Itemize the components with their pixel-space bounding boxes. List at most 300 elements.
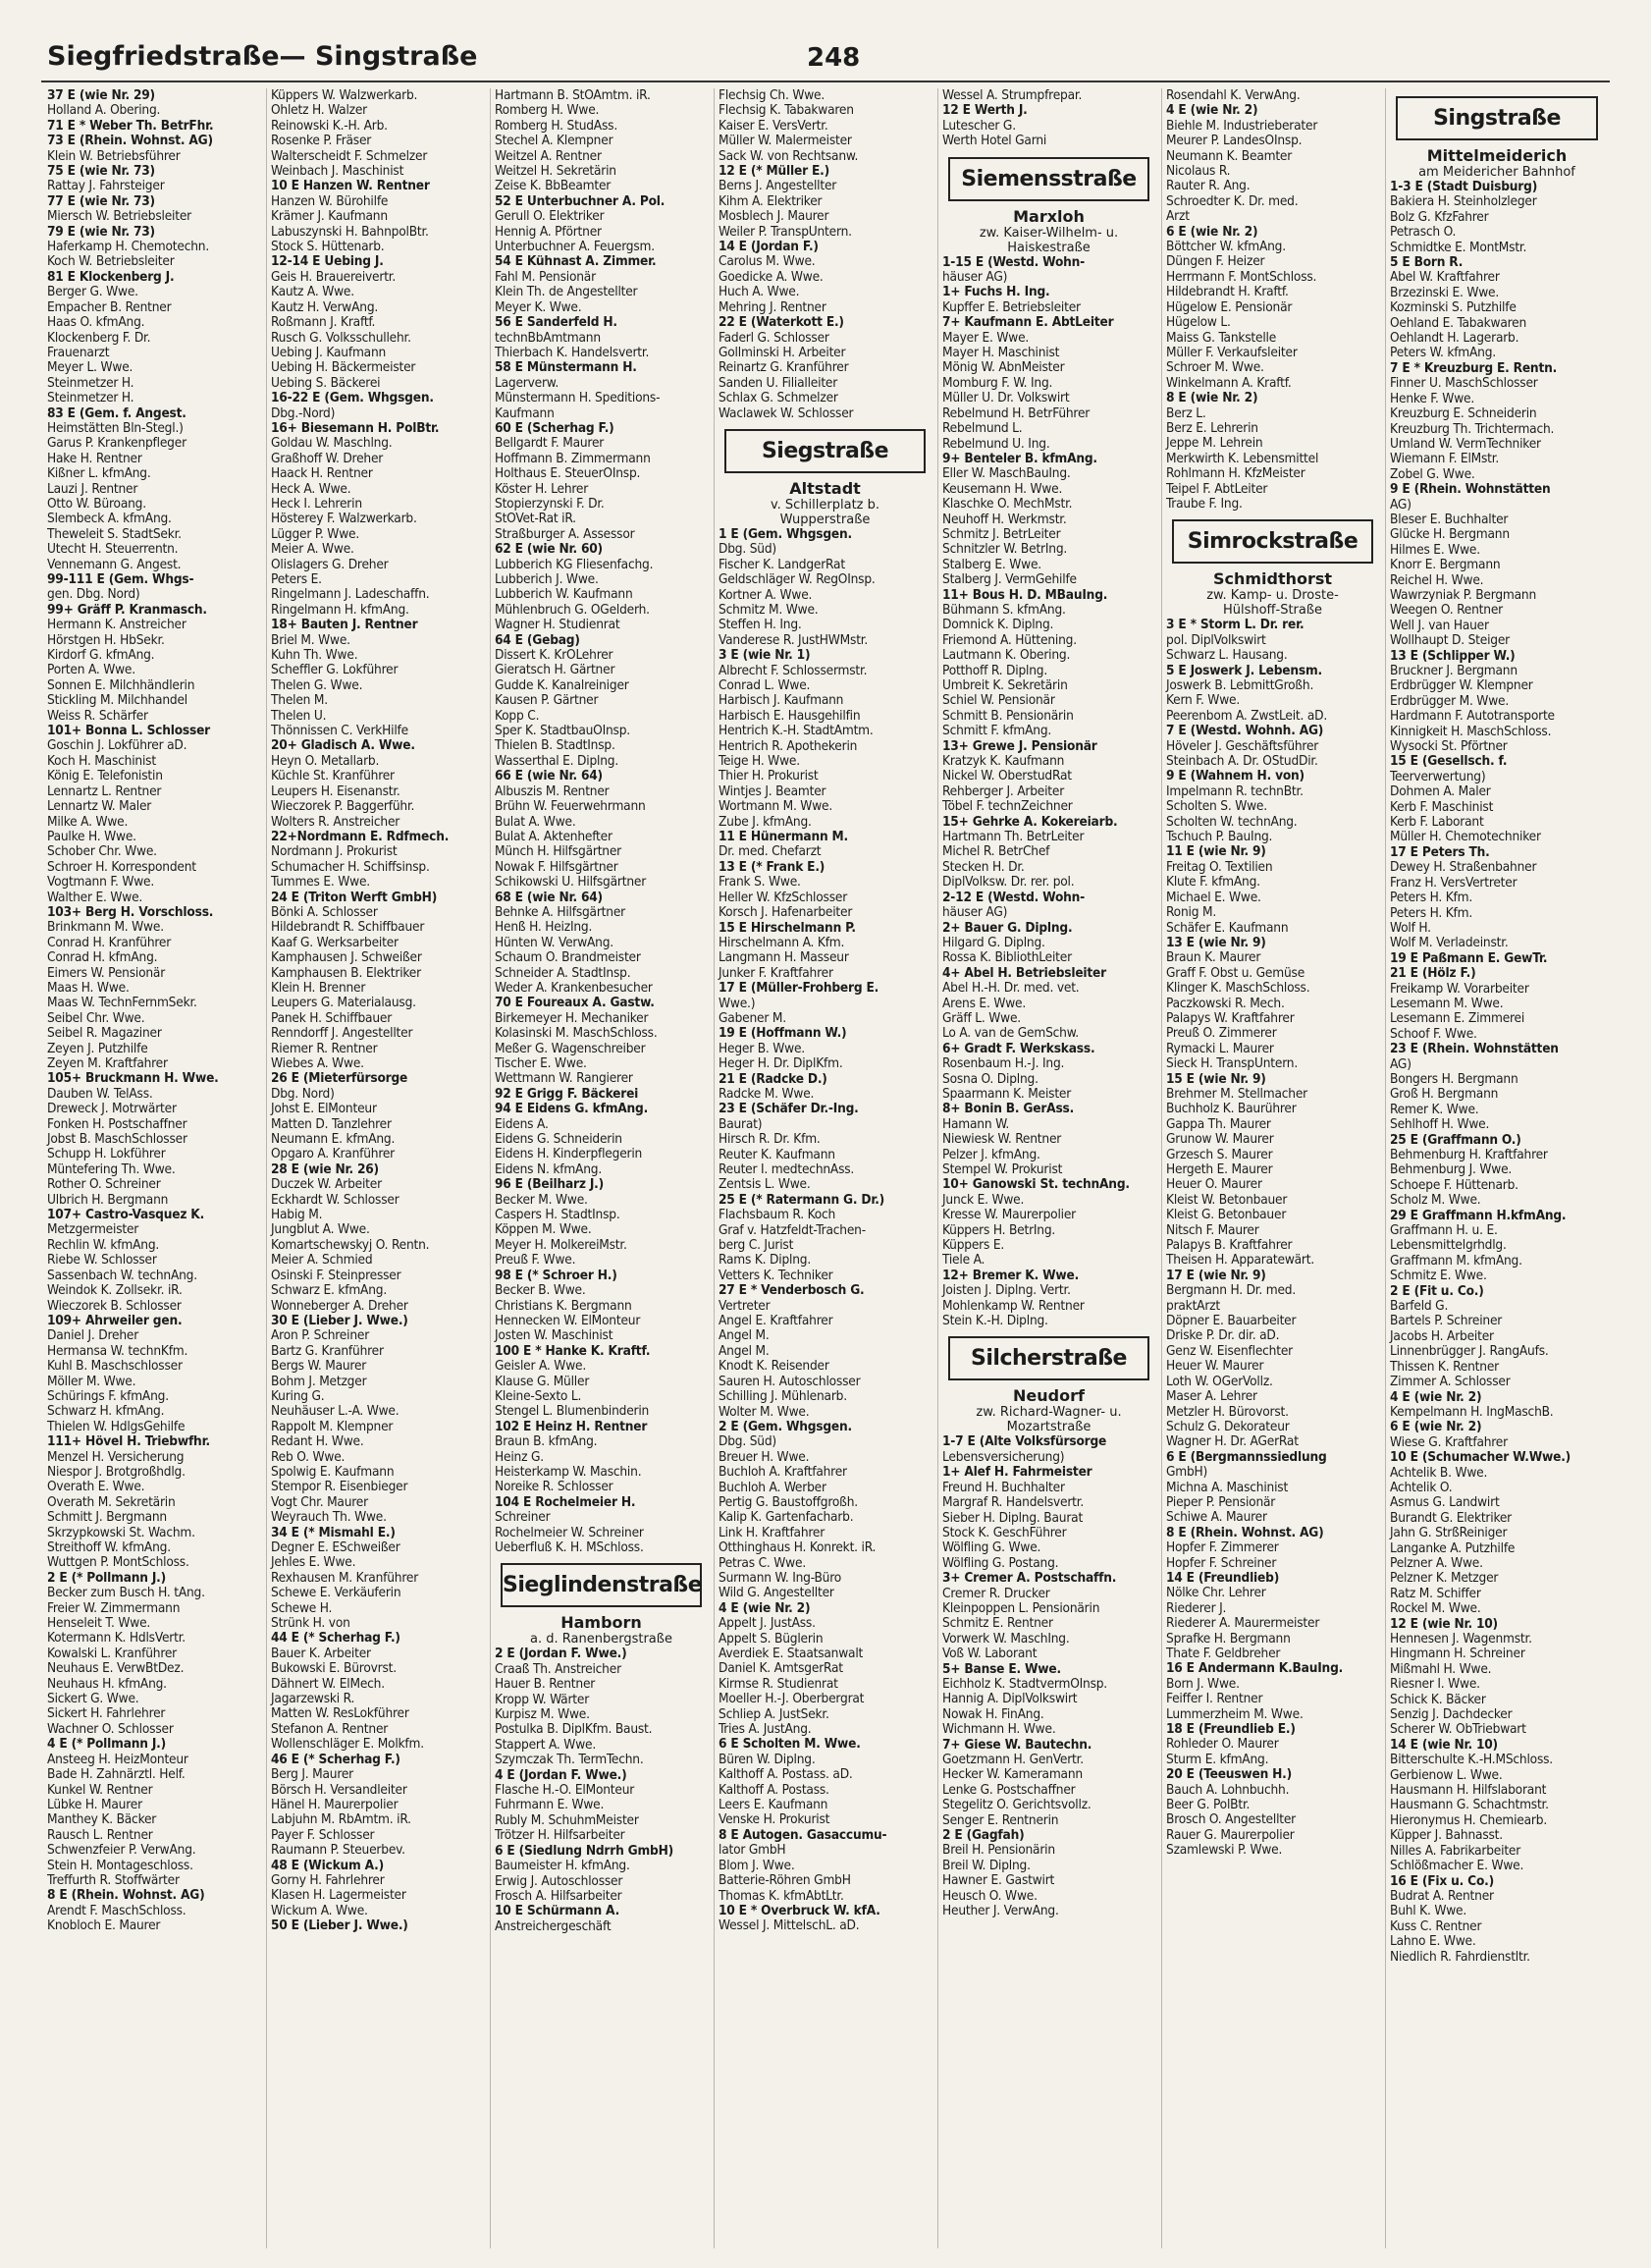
directory-entry: Averdiek E. Staatsanwalt — [719, 1646, 864, 1661]
directory-entry: Rebelmund H. BetrFührer — [942, 405, 1091, 421]
directory-entry: Otto W. Büroang. — [47, 495, 146, 512]
directory-entry: Buchloh A. Werber — [719, 1479, 826, 1495]
directory-entry: Weiler P. TranspUntern. — [719, 223, 852, 240]
directory-entry: Vorwerk W. MaschIng. — [942, 1630, 1070, 1647]
directory-entry: Thomas K. kfmAbtLtr. — [719, 1887, 844, 1904]
directory-entry: 8 E (wie Nr. 2) — [1166, 390, 1258, 406]
directory-entry: 7+ Giese W. Bautechn. — [942, 1736, 1092, 1753]
directory-entry: Freier W. Zimmermann — [47, 1599, 181, 1616]
directory-entry: Vertreter — [719, 1297, 771, 1314]
directory-entry: Maiss G. Tankstelle — [1166, 329, 1277, 346]
directory-entry: Bulat A. Aktenhefter — [495, 828, 612, 844]
directory-entry: Hermansa W. technKfm. — [47, 1342, 188, 1359]
directory-entry: 3+ Cremer A. Postschaffn. — [942, 1570, 1117, 1587]
directory-entry: Eidens N. kfmAng. — [495, 1161, 603, 1177]
directory-entry: Hopfer F. Schreiner — [1166, 1554, 1277, 1571]
directory-entry: Hünten W. VerwAng. — [495, 934, 613, 950]
street-heading: Siemensstraße — [948, 157, 1149, 201]
directory-entry: Daniel J. Dreher — [47, 1327, 139, 1344]
directory-entry: Börsch H. Versandleiter — [271, 1781, 407, 1798]
directory-entry: Haack H. Rentner — [271, 465, 373, 482]
directory-entry: Riederer J. — [1166, 1599, 1227, 1616]
directory-entry: 6+ Gradt F. Werkskass. — [942, 1040, 1095, 1056]
directory-entry: Schroer H. Korrespondent — [47, 858, 196, 875]
directory-entry: gen. Dbg. Nord) — [47, 586, 140, 603]
directory-entry: Surmann W. Ing-Büro — [719, 1569, 842, 1586]
directory-entry: Stein H. Montageschloss. — [47, 1857, 193, 1873]
directory-entry: Tries A. JustAng. — [719, 1721, 812, 1738]
directory-entry: Breil H. Pensionärin — [942, 1842, 1055, 1859]
directory-entry: 1+ Alef H. Fahrmeister — [942, 1464, 1092, 1481]
street-location: am Meidericher Bahnhof — [1418, 165, 1575, 180]
directory-entry: 25 E (* Ratermann G. Dr.) — [719, 1191, 885, 1208]
directory-entry: Goedicke A. Wwe. — [719, 268, 824, 285]
directory-entry: 104 E Rochelmeier H. — [495, 1493, 636, 1510]
directory-entry: Reuter K. Kaufmann — [719, 1146, 835, 1162]
directory-entry: Junker F. Kraftfahrer — [719, 964, 833, 981]
directory-entry: 14 E (wie Nr. 10) — [1390, 1736, 1498, 1753]
street-heading: Singstraße — [1396, 96, 1598, 140]
directory-entry: 10 E (Schumacher W.Wwe.) — [1390, 1449, 1571, 1466]
directory-entry: AG) — [1390, 1055, 1411, 1072]
directory-entry: Vanderese R. JustHWMstr. — [719, 631, 869, 648]
directory-entry: 20+ Gladisch A. Wwe. — [271, 737, 415, 754]
directory-entry: Jagarzewski R. — [271, 1691, 355, 1707]
directory-entry: Dohmen A. Maler — [1390, 783, 1491, 800]
directory-entry: Hanzen W. Bürohilfe — [271, 192, 389, 209]
directory-entry: Wieczorek B. Schlosser — [47, 1297, 182, 1314]
directory-entry: StOVet-Rat iR. — [495, 511, 576, 527]
directory-entry: Rohleder O. Maurer — [1166, 1736, 1279, 1753]
directory-entry: Möller M. Wwe. — [47, 1373, 136, 1389]
directory-entry: 17 E (Müller-Frohberg E. — [719, 980, 879, 997]
directory-entry: Kamphausen J. Schweißer — [271, 949, 422, 966]
directory-entry: 2 E (Fit u. Co.) — [1390, 1282, 1484, 1299]
directory-entry: Meyer L. Wwe. — [47, 359, 133, 376]
directory-entry: 4 E (wie Nr. 2) — [1166, 102, 1258, 119]
directory-entry: Müller H. Chemotechniker — [1390, 829, 1541, 845]
directory-entry: Meier A. Wwe. — [271, 541, 354, 558]
directory-entry: Lummerzheim M. Wwe. — [1166, 1705, 1304, 1722]
directory-entry: Sauren H. Autoschlosser — [719, 1373, 861, 1389]
street-heading: Sieglindenstraße — [501, 1563, 702, 1607]
directory-entry: 25 E (Graffmann O.) — [1390, 1131, 1521, 1148]
directory-entry: 7 E (Westd. Wohnh. AG) — [1166, 723, 1324, 739]
directory-entry: Kinnigkeit H. MaschSchloss. — [1390, 723, 1552, 739]
directory-entry: Weitzel A. Rentner — [495, 147, 602, 164]
directory-entry: 98 E (* Schroer H.) — [495, 1267, 617, 1283]
directory-entry: 99+ Gräff P. Kranmasch. — [47, 601, 207, 618]
street-location: zw. Richard-Wagner- u. — [976, 1405, 1122, 1421]
directory-entry: Thelen U. — [271, 707, 327, 724]
directory-entry: Leupers G. Materialausg. — [271, 995, 416, 1011]
directory-entry: 9+ Benteler B. kfmAng. — [942, 450, 1097, 466]
directory-entry: 70 E Foureaux A. Gastw. — [495, 995, 655, 1011]
directory-entry: Sper K. StadtbauOInsp. — [495, 723, 630, 739]
directory-entry: Weegen O. Rentner — [1390, 602, 1503, 619]
directory-entry: Albrecht F. Schlossermstr. — [719, 662, 868, 678]
directory-entry: 13 E (wie Nr. 9) — [1166, 934, 1266, 950]
directory-entry: Hausmann H. Hilfslaborant — [1390, 1782, 1547, 1799]
directory-entry: Knorr E. Bergmann — [1390, 557, 1501, 573]
directory-entry: Stempel W. Prokurist — [942, 1161, 1063, 1177]
directory-entry: 68 E (wie Nr. 64) — [495, 889, 603, 905]
directory-entry: Steffen H. Ing. — [719, 617, 802, 633]
directory-entry: Gieratsch H. Gärtner — [495, 662, 615, 678]
directory-entry: Kurpisz M. Wwe. — [495, 1706, 590, 1723]
directory-entry: Komartschewskyj O. Rentn. — [271, 1236, 430, 1253]
directory-entry: Domnick K. Diplng. — [942, 617, 1054, 633]
directory-entry: 3 E (wie Nr. 1) — [719, 647, 811, 664]
page-title: Siegfriedstraße— Singstraße — [47, 41, 478, 72]
directory-entry: Wichmann H. Wwe. — [942, 1721, 1056, 1738]
directory-entry: Erdbrügger W. Klempner — [1390, 677, 1533, 694]
directory-entry: 105+ Bruckmann H. Wwe. — [47, 1070, 219, 1087]
district-name: Altstadt — [789, 478, 861, 498]
directory-entry: 23 E (Schäfer Dr.-Ing. — [719, 1101, 859, 1117]
directory-entry: Meyer H. MolkereiMstr. — [495, 1236, 627, 1253]
directory-entry: 15 E (Gesellsch. f. — [1390, 753, 1508, 770]
directory-entry: Baumeister H. kfmAng. — [495, 1858, 630, 1874]
directory-entry: 96 E (Beilharz J.) — [495, 1176, 605, 1193]
directory-entry: Born J. Wwe. — [1166, 1675, 1240, 1692]
directory-entry: Vogtmann F. Wwe. — [47, 874, 155, 891]
directory-entry: Birkemeyer H. Mechaniker — [495, 1009, 649, 1026]
directory-entry: Berns J. Angestellter — [719, 178, 837, 194]
directory-entry: Heger B. Wwe. — [719, 1040, 805, 1056]
directory-entry: Hügelow L. — [1166, 314, 1231, 331]
directory-entry: Vogt Chr. Maurer — [271, 1493, 368, 1510]
directory-entry: Szamlewski P. Wwe. — [1166, 1842, 1283, 1859]
directory-entry: Rexhausen M. Kranführer — [271, 1569, 419, 1586]
directory-entry: Tischer E. Wwe. — [495, 1055, 587, 1071]
directory-entry: Strünk H. von — [271, 1615, 350, 1632]
directory-entry: Achtelik O. — [1390, 1479, 1453, 1495]
directory-entry: Faderl G. Schlosser — [719, 329, 829, 346]
directory-entry: 10 E Hanzen W. Rentner — [271, 178, 430, 194]
directory-entry: Kupffer E. Betriebsleiter — [942, 298, 1081, 315]
directory-entry: Freund H. Buchhalter — [942, 1479, 1065, 1495]
directory-entry: Buchloh A. Kraftfahrer — [719, 1464, 847, 1481]
directory-entry: 2 E (Gagfah) — [942, 1827, 1025, 1844]
directory-entry: Braun B. kfmAng. — [495, 1433, 598, 1450]
directory-entry: Küppers H. BetrIng. — [942, 1221, 1056, 1238]
directory-entry: Niedlich R. Fahrdienstltr. — [1390, 1948, 1530, 1965]
directory-entry: Eidens G. Schneiderin — [495, 1131, 622, 1148]
directory-entry: Conrad L. Wwe. — [719, 677, 811, 693]
directory-entry: Weder A. Krankenbesucher — [495, 979, 653, 996]
directory-entry: Nölke Chr. Lehrer — [1166, 1585, 1266, 1601]
directory-entry: Hennesen J. Wagenmstr. — [1390, 1631, 1532, 1647]
directory-entry: Wild G. Angestellter — [719, 1585, 834, 1601]
directory-entry: Achtelik B. Wwe. — [1390, 1464, 1488, 1481]
directory-entry: Weindok K. Zollsekr. iR. — [47, 1282, 183, 1299]
directory-entry: Huch A. Wwe. — [719, 284, 800, 300]
directory-entry: Spaarmann K. Meister — [942, 1085, 1072, 1102]
directory-entry: Wawrzyniak P. Bergmann — [1390, 586, 1537, 603]
directory-entry: Ronig M. — [1166, 904, 1217, 921]
directory-entry: Neumann E. kfmAng. — [271, 1131, 396, 1148]
directory-entry: Tummes E. Wwe. — [271, 874, 370, 891]
directory-entry: 4 E (* Pollmann J.) — [47, 1736, 166, 1753]
directory-entry: 73 E (Rhein. Wohnst. AG) — [47, 133, 213, 149]
directory-entry: 12 E (* Müller E.) — [719, 163, 829, 180]
directory-entry: Conrad H. kfmAng. — [47, 949, 158, 966]
directory-entry: Oehlandt H. Lagerarb. — [1390, 330, 1519, 347]
directory-entry: Krämer J. Kaufmann — [271, 208, 388, 225]
directory-entry: Christians K. Bergmann — [495, 1297, 632, 1314]
directory-entry: Müntefering Th. Wwe. — [47, 1161, 176, 1177]
directory-entry: Lubberich J. Wwe. — [495, 571, 599, 587]
directory-entry: Stalberg E. Wwe. — [942, 556, 1041, 572]
directory-entry: Klein Th. de Angestellter — [495, 284, 638, 300]
directory-entry: Hergeth E. Maurer — [1166, 1161, 1273, 1177]
directory-entry: Kirdorf G. kfmAng. — [47, 647, 155, 664]
directory-entry: Kleinpoppen L. Pensionärin — [942, 1599, 1100, 1616]
directory-entry: Eidens H. Kinderpflegerin — [495, 1146, 643, 1162]
directory-entry: Hawner E. Gastwirt — [942, 1872, 1055, 1889]
directory-entry: Baurat) — [719, 1115, 763, 1132]
directory-entry: Matten D. Tanzlehrer — [271, 1115, 392, 1132]
directory-entry: Wolf H. — [1390, 919, 1431, 936]
directory-entry: Haferkamp H. Chemotechn. — [47, 239, 210, 255]
directory-entry: Kuring G. — [271, 1387, 325, 1404]
directory-entry: Senzig J. Dachdecker — [1390, 1706, 1513, 1723]
directory-entry: 27 E * Venderbosch G. — [719, 1282, 865, 1299]
directory-entry: Heuer W. Maurer — [1166, 1358, 1264, 1375]
directory-entry: Sickert H. Fahrlehrer — [47, 1705, 166, 1722]
directory-entry: Korsch J. Hafenarbeiter — [719, 904, 853, 921]
directory-entry: Reichel H. Wwe. — [1390, 571, 1484, 588]
directory-entry: Thönnissen C. VerkHilfe — [271, 723, 408, 739]
directory-entry: Kleine-Sexto L. — [495, 1387, 582, 1404]
directory-entry: Bergs W. Maurer — [271, 1358, 367, 1375]
directory-entry: Asmus G. Landwirt — [1390, 1494, 1500, 1511]
directory-entry: Feiffer I. Rentner — [1166, 1691, 1263, 1707]
directory-entry: Nowak H. FinAng. — [942, 1705, 1044, 1722]
directory-entry: Rosenke P. Fräser — [271, 133, 372, 149]
directory-entry: Brinkmann M. Wwe. — [47, 919, 164, 936]
directory-entry: Kozminski S. Putzhilfe — [1390, 299, 1517, 316]
directory-entry: Hörstgen H. HbSekr. — [47, 631, 165, 648]
directory-entry: Bitterschulte K.-H.MSchloss. — [1390, 1752, 1553, 1768]
directory-entry: Carolus M. Wwe. — [719, 253, 816, 270]
directory-entry: Wiese G. Kraftfahrer — [1390, 1433, 1508, 1450]
directory-entry: Gabener M. — [719, 1009, 786, 1026]
directory-entry: Kuss C. Rentner — [1390, 1917, 1482, 1934]
directory-entry: Wonneberger A. Dreher — [271, 1297, 408, 1314]
directory-entry: 13 E (* Frank E.) — [719, 858, 826, 875]
directory-entry: Geldschläger W. RegOInsp. — [719, 571, 876, 588]
directory-entry: Teige H. Wwe. — [719, 753, 800, 770]
directory-entry: Schäfer E. Kaufmann — [1166, 919, 1289, 936]
directory-entry: Zimmer A. Schlosser — [1390, 1374, 1511, 1390]
directory-entry: Schmitt F. kfmAng. — [942, 723, 1052, 739]
directory-entry: Bartz G. Kranführer — [271, 1342, 384, 1359]
directory-entry: 19 E (Hoffmann W.) — [719, 1025, 847, 1042]
directory-entry: 64 E (Gebag) — [495, 631, 580, 648]
directory-entry: Leupers H. Eisenanstr. — [271, 783, 400, 799]
directory-entry: Frank S. Wwe. — [719, 874, 801, 891]
directory-entry: Weitzel H. Sekretärin — [495, 163, 616, 180]
directory-entry: Meier A. Schmied — [271, 1252, 373, 1269]
directory-entry: Fahl M. Pensionär — [495, 268, 596, 285]
directory-entry: Niewiesk W. Rentner — [942, 1131, 1062, 1148]
directory-entry: AG) — [1390, 496, 1411, 513]
directory-entry: Teipel F. AbtLeiter — [1166, 480, 1268, 497]
directory-entry: Kuhl B. Maschschlosser — [47, 1358, 183, 1375]
directory-entry: 14 E (Freundlieb) — [1166, 1569, 1280, 1586]
directory-entry: Scheffler G. Lokführer — [271, 662, 399, 678]
directory-entry: Barfeld G. — [1390, 1298, 1449, 1315]
directory-entry: Craaß Th. Anstreicher — [495, 1660, 621, 1677]
directory-entry: Habig M. — [271, 1207, 323, 1223]
directory-entry: Radcke M. Wwe. — [719, 1085, 815, 1102]
directory-entry: Lenke G. Postschaffner — [942, 1781, 1076, 1798]
directory-entry: Sonnen E. Milchhändlerin — [47, 676, 195, 693]
directory-entry: Duczek W. Arbeiter — [271, 1176, 382, 1193]
directory-entry: Schneider A. StadtInsp. — [495, 964, 631, 981]
directory-entry: Lautmann K. Obering. — [942, 647, 1071, 664]
directory-entry: Berger G. Wwe. — [47, 284, 138, 300]
directory-entry: Angel M. — [719, 1342, 770, 1359]
directory-entry: Tschuch P. BauIng. — [1166, 829, 1273, 845]
directory-entry: technBbAmtmann — [495, 329, 601, 346]
directory-entry: Lutescher G. — [942, 117, 1016, 134]
directory-entry: Wölfling G. Postang. — [942, 1554, 1059, 1571]
directory-entry: Holland A. Obering. — [47, 102, 161, 119]
directory-entry: Otthinghaus H. Konrekt. iR. — [719, 1539, 877, 1556]
directory-entry: Palapys B. Kraftfahrer — [1166, 1237, 1293, 1254]
directory-entry: Heyn O. Metallarb. — [271, 752, 380, 769]
directory-entry: Hartmann B. StOAmtm. iR. — [495, 88, 651, 103]
directory-entry: Langmann H. Masseur — [719, 949, 849, 966]
directory-entry: Joisten J. Diplng. Vertr. — [942, 1282, 1071, 1299]
directory-entry: GmbH) — [1166, 1464, 1208, 1481]
directory-entry: Sickert G. Wwe. — [47, 1691, 139, 1707]
directory-entry: Hannig A. DiplVolkswirt — [942, 1691, 1078, 1707]
directory-entry: häuser AG) — [942, 269, 1008, 286]
directory-entry: Kowalski L. Kranführer — [47, 1645, 178, 1661]
directory-entry: Maas W. TechnFernmSekr. — [47, 995, 197, 1011]
directory-entry: Wölfling G. Wwe. — [942, 1539, 1041, 1556]
directory-entry: Jacobs H. Arbeiter — [1390, 1327, 1494, 1344]
directory-entry: 11 E (wie Nr. 9) — [1166, 843, 1266, 860]
directory-entry: Behnke A. Hilfsgärtner — [495, 903, 625, 920]
directory-entry: Schick K. Bäcker — [1390, 1691, 1486, 1707]
directory-entry: Henke F. Wwe. — [1390, 390, 1475, 406]
directory-entry: Peters H. Kfm. — [1390, 890, 1473, 906]
directory-entry: Hennig A. Pförtner — [495, 223, 602, 240]
street-location: zw. Kamp- u. Droste- — [1206, 588, 1339, 604]
directory-entry: 1+ Fuchs H. Ing. — [942, 284, 1050, 300]
street-heading: Simrockstraße — [1172, 519, 1373, 564]
directory-entry: Wolf M. Verladeinstr. — [1390, 935, 1509, 951]
directory-entry: Dewey H. Straßenbahner — [1390, 859, 1537, 876]
directory-entry: 99-111 E (Gem. Whgs- — [47, 571, 194, 587]
directory-entry: Köster H. Lehrer — [495, 480, 589, 497]
directory-entry: Holthaus E. SteuerOInsp. — [495, 465, 641, 482]
directory-entry: Olislagers G. Dreher — [271, 556, 389, 572]
directory-entry: Romberg H. Wwe. — [495, 102, 600, 119]
directory-entry: Kerb F. Maschinist — [1390, 798, 1494, 815]
directory-entry: Stalberg J. VermGehilfe — [942, 571, 1077, 588]
directory-entry: Uebing H. Bäckermeister — [271, 359, 416, 376]
directory-entry: Heinz G. — [495, 1448, 544, 1465]
directory-entry: Meßer G. Wagenschreiber — [495, 1040, 646, 1056]
directory-entry: Utecht H. Steuerrentn. — [47, 541, 179, 558]
directory-entry: Batterie-Röhren GmbH — [719, 1872, 851, 1889]
directory-entry: Stein K.-H. Diplng. — [942, 1313, 1048, 1329]
directory-entry: Wollenschläger E. Molkfm. — [271, 1736, 424, 1753]
directory-entry: Seibel Chr. Wwe. — [47, 1009, 145, 1026]
directory-entry: Zeyen M. Kraftfahrer — [47, 1055, 168, 1071]
directory-entry: Traube F. Ing. — [1166, 495, 1243, 512]
directory-entry: Nowak F. Hilfsgärtner — [495, 858, 618, 875]
directory-entry: Wuttgen P. MontSchloss. — [47, 1554, 189, 1571]
directory-entry: Ohletz H. Walzer — [271, 102, 368, 119]
directory-entry: 52 E Unterbuchner A. Pol. — [495, 192, 666, 209]
directory-entry: Venske H. Prokurist — [719, 1811, 830, 1828]
directory-entry: Well J. van Hauer — [1390, 617, 1489, 633]
directory-entry: Thate F. Geldbreher — [1166, 1646, 1281, 1661]
directory-entry: Wessel A. Strumpfrepar. — [942, 88, 1083, 103]
directory-entry: 44 E (* Scherhag F.) — [271, 1630, 400, 1647]
directory-entry: Bergmann H. Dr. med. — [1166, 1282, 1297, 1299]
directory-entry: 83 E (Gem. f. Angest. — [47, 405, 186, 421]
directory-entry: Höveler J. Geschäftsführer — [1166, 737, 1319, 754]
directory-entry: Lesemann M. Wwe. — [1390, 995, 1504, 1011]
directory-entry: Aron P. Schreiner — [271, 1327, 370, 1344]
directory-entry: Schmidtke E. MontMstr. — [1390, 239, 1527, 255]
directory-entry: 92 E Grigg F. Bäckerei — [495, 1085, 639, 1102]
directory-entry: Hopfer F. Zimmerer — [1166, 1539, 1279, 1556]
directory-entry: Bolz G. KfzFahrer — [1390, 208, 1489, 225]
directory-entry: Mehring J. Rentner — [719, 298, 826, 315]
directory-entry: Michna A. Maschinist — [1166, 1479, 1289, 1495]
directory-entry: Rappolt M. Klempner — [271, 1418, 394, 1434]
directory-entry: Wickum A. Wwe. — [271, 1902, 368, 1918]
directory-entry: Rattay J. Fahrsteiger — [47, 178, 165, 194]
directory-entry: 71 E * Weber Th. BetrFhr. — [47, 117, 214, 134]
directory-entry: Gorny H. Fahrlehrer — [271, 1871, 385, 1888]
directory-entry: Schoepe F. Hüttenarb. — [1390, 1176, 1518, 1193]
directory-entry: Schiel W. Pensionär — [942, 692, 1055, 709]
directory-entry: Waclawek W. Schlosser — [719, 405, 854, 421]
directory-entry: Reinartz G. Kranführer — [719, 359, 849, 376]
directory-entry: Kalthoff A. Postass. aD. — [719, 1766, 853, 1783]
directory-entry: Walterscheidt F. Schmelzer — [271, 147, 428, 164]
directory-entry: Umbreit K. Sekretärin — [942, 677, 1068, 693]
directory-entry: Hardmann F. Autotransporte — [1390, 708, 1555, 725]
directory-entry: Bade H. Zahnärztl. Helf. — [47, 1766, 186, 1783]
page-number: 248 — [807, 43, 861, 73]
directory-entry: Arens E. Wwe. — [942, 995, 1027, 1011]
directory-entry: Ansteeg H. HeizMonteur — [47, 1751, 188, 1767]
directory-entry: Reinowski K.-H. Arb. — [271, 117, 388, 134]
directory-entry: Schumacher H. Schiffsinsp. — [271, 858, 430, 875]
directory-entry: Eidens A. — [495, 1115, 549, 1132]
directory-entry: 22+Nordmann E. Rdfmech. — [271, 828, 450, 844]
directory-entry: Merkwirth K. Lebensmittel — [1166, 450, 1319, 466]
directory-entry: Thissen K. Rentner — [1390, 1358, 1499, 1375]
directory-entry: Romberg H. StudAss. — [495, 117, 618, 134]
directory-entry: Schober Chr. Wwe. — [47, 843, 157, 860]
directory-entry: Riemer R. Rentner — [271, 1040, 378, 1056]
directory-entry: Wollhaupt D. Steiger — [1390, 632, 1511, 649]
directory-entry: Rockel M. Wwe. — [1390, 1600, 1481, 1617]
directory-entry: Dbg. Süd) — [719, 1433, 776, 1450]
